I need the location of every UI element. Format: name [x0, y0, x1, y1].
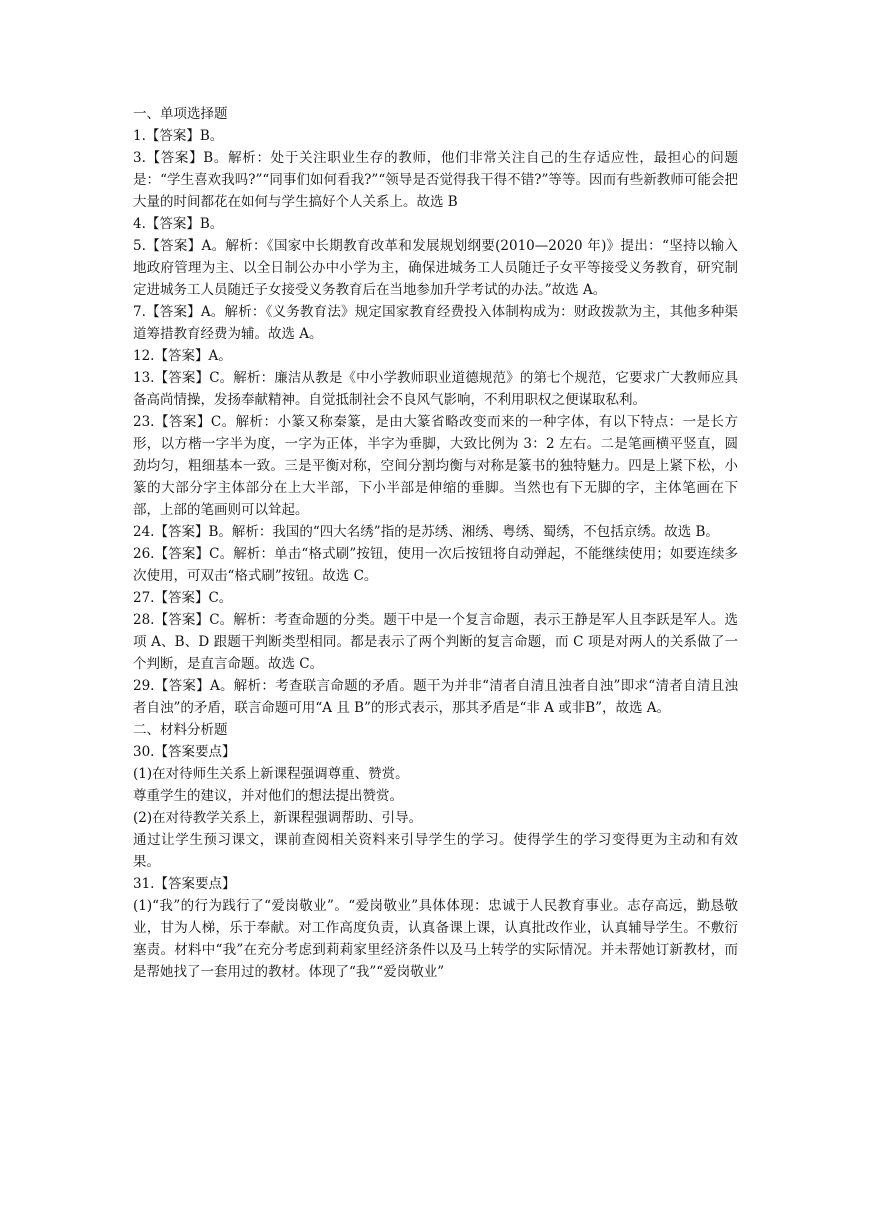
answer-q30-point2: (2)在对待教学关系上，新课程强调帮助、引导。 — [133, 810, 423, 826]
section-heading-single-choice: 一、单项选择题 — [133, 106, 228, 122]
answer-q12: 12.【答案】A。 — [133, 348, 232, 364]
answer-q30-point1-detail: 尊重学生的建议，并对他们的想法提出赞赏。 — [133, 788, 403, 804]
answer-q27: 27.【答案】C。 — [133, 590, 233, 606]
answer-q5: 5.【答案】A。解析：《国家中长期教育改革和发展规划纲要(2010—2020 年)》提出：“坚持以输入地政府管理为主、以全日制公办中小学为主，确保进城务工人员随迁子女平等接受义务教育，研究制定进城务工人员随迁子女接受义务教育后在当地参加升学考试的办法。”故选 A。 — [133, 238, 738, 298]
answer-q29: 29.【答案】A。解析：考查联言命题的矛盾。题干为并非“清者自清且浊者自浊”即求“清者自清且浊者自浊”的矛盾，联言命题可用“A 且 B”的形式表示，那其矛盾是“非 A 或非B”，故选 A。 — [133, 678, 738, 716]
section-heading-material-analysis: 二、材料分析题 — [133, 722, 228, 738]
answer-q24: 24.【答案】B。解析：我国的“四大名绣”指的是苏绣、湘绣、粤绣、蜀绣，不包括京绣。故选 B。 — [133, 524, 719, 540]
answer-q31-point1: (1)“我”的行为践行了“爱岗敬业”。“爱岗敬业”具体体现：忠诚于人民教育事业。志存高远，勤恳敬业，甘为人梯，乐于奉献。对工作高度负责，认真备课上课，认真批改作业，认真辅导学生。不敷衍塞责。材料中“我”在充分考虑到莉莉家里经济条件以及马上转学的实际情况。并未帮她订新教材，而是帮她找了一套用过的教材。体现了“我”“爱岗敬业” — [133, 898, 739, 980]
answer-q30-point2-detail: 通过让学生预习课文，课前查阅相关资料来引导学生的学习。使得学生的学习变得更为主动和有效果。 — [133, 832, 738, 870]
answer-q31-title: 31.【答案要点】 — [133, 876, 236, 892]
answer-q30-point1: (1)在对待师生关系上新课程强调尊重、赞赏。 — [133, 766, 409, 782]
answer-q28: 28.【答案】C。解析：考查命题的分类。题干中是一个复言命题，表示王静是军人且李跃是军人。选项 A、B、D 跟题干判断类型相同。都是表示了两个判断的复言命题，而 C 项是对两人的关系做了一个判断，是直言命题。故选 C。 — [133, 612, 738, 672]
document-page — [133, 103, 738, 983]
answer-q4: 4.【答案】B。 — [133, 216, 224, 232]
answer-q26: 26.【答案】C。解析：单击“格式刷”按钮，使用一次后按钮将自动弹起，不能继续使用；如要连续多次使用，可双击“格式刷”按钮。故选 C。 — [133, 546, 738, 584]
answer-q13: 13.【答案】C。解析：廉洁从教是《中小学教师职业道德规范》的第七个规范，它要求广大教师应具备高尚情操，发扬奉献精神。自觉抵制社会不良风气影响，不利用职权之便谋取私利。 — [133, 370, 738, 408]
answer-q7: 7.【答案】A。解析：《义务教育法》规定国家教育经费投入体制构成为：财政拨款为主，其他多种渠道筹措教育经费为辅。故选 A。 — [133, 304, 738, 342]
answer-q23: 23.【答案】C。解析：小篆又称秦篆，是由大篆省略改变而来的一种字体，有以下特点：一是长方形，以方楷一字半为度，一字为正体，半字为垂脚，大致比例为 3：2 左右。二是笔画横平竖直，圆劲均匀，粗细基本一致。三是平衡对称，空间分割均衡与对称是篆书的独特魅力。四是上紧下松，小篆的大部分字主体部分在上大半部，下小半部是伸缩的垂脚。当然也有下无脚的字，主体笔画在下部，上部的笔画则可以耸起。 — [133, 414, 738, 518]
answer-q30-title: 30.【答案要点】 — [133, 744, 236, 760]
answer-q3: 3.【答案】B。解析：处于关注职业生存的教师，他们非常关注自己的生存适应性，最担心的问题是：“学生喜欢我吗?”“同事们如何看我?”“领导是否觉得我干得不错?”等等。因而有些新教师可能会把大量的时间都花在如何与学生搞好个人关系上。故选 B — [133, 150, 738, 210]
answer-q1: 1.【答案】B。 — [133, 128, 224, 144]
